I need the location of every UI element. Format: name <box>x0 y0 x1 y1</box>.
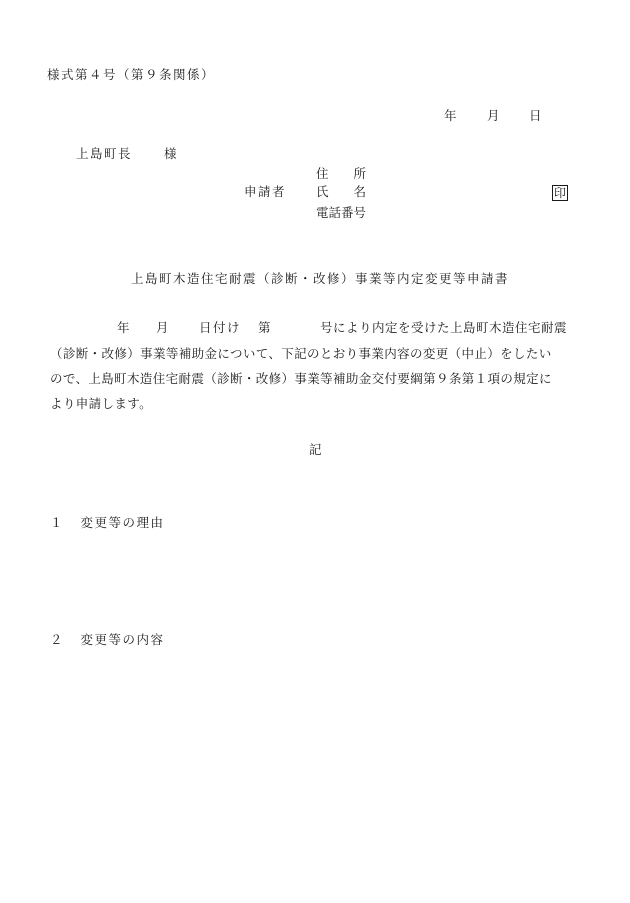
address-label: 住 所 <box>316 166 367 181</box>
body-line-4: より申請します。 <box>50 396 153 411</box>
body-line-1-rest: 号により内定を受けた上島町木造住宅耐震 <box>320 320 568 335</box>
date-day-label: 日 <box>529 108 542 123</box>
date-month-label: 月 <box>487 108 500 123</box>
item-2-label: 変更等の内容 <box>80 632 165 647</box>
body-dai-label: 第 <box>258 320 271 335</box>
item-1-number: １ <box>50 515 63 530</box>
document-title: 上島町木造住宅耐震（診断・改修）事業等内定変更等申請書 <box>131 271 510 286</box>
date-year-label: 年 <box>444 108 457 123</box>
seal-mark: 印 <box>554 186 567 200</box>
ki-heading: 記 <box>309 442 322 457</box>
phone-label: 電話番号 <box>316 205 367 220</box>
addressee-honorific: 様 <box>164 146 177 161</box>
item-2 <box>50 634 165 647</box>
item-1-label: 変更等の理由 <box>80 515 165 530</box>
addressee-name: 上島町長 <box>76 146 133 161</box>
addressee <box>76 148 177 161</box>
form-number: 様式第４号（第９条関係） <box>47 67 216 82</box>
applicant-role-label: 申請者 <box>244 184 287 199</box>
body-month-label: 月 <box>156 320 169 335</box>
applicant-name-row <box>0 186 630 202</box>
body-year-label: 年 <box>117 320 130 335</box>
date-row <box>0 110 630 124</box>
item-1 <box>50 517 165 530</box>
body-line-3: ので、上島町木造住宅耐震（診断・改修）事業等補助金交付要綱第９条第１項の規定に <box>50 371 552 386</box>
body-line-1 <box>50 322 582 336</box>
body-line-2: （診断・改修）事業等補助金について、下記のとおり事業内容の変更（中止）をしたい <box>50 346 552 361</box>
body-dated-label: 日付け <box>199 320 242 335</box>
item-2-number: ２ <box>50 632 63 647</box>
name-label: 氏 名 <box>316 184 367 199</box>
